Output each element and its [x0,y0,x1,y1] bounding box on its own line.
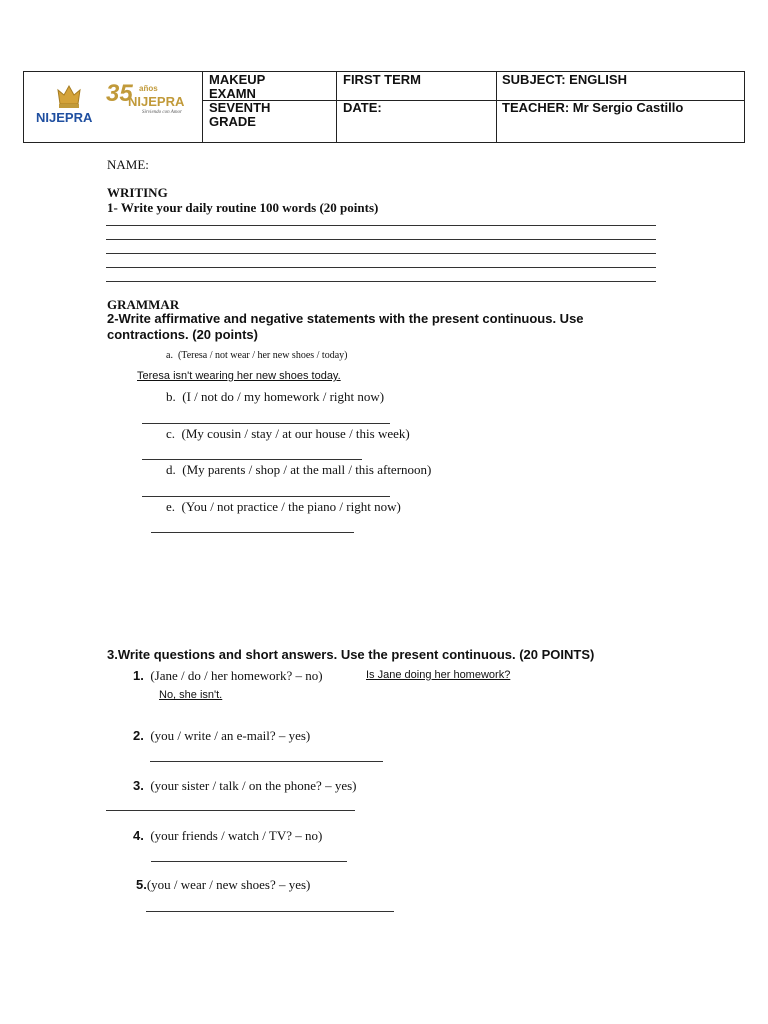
school-name: NIJEPRA [36,110,93,125]
exam-header-table [23,71,745,143]
name-label: NAME: [107,157,149,172]
grammar-item-d: d. (My parents / shop / at the mall / this afternoon) [166,462,432,477]
question-item-2: 2. (you / write / an e-mail? – yes) [133,728,311,743]
crown-icon [34,80,104,110]
anniversary-logo [106,80,198,135]
question-item-4: 4. (your friends / watch / TV? – no) [133,828,323,843]
anniversary-motto: Sirviendo con Amor [142,110,182,115]
grammar-heading: GRAMMAR [107,297,180,312]
answer-line[interactable] [106,281,656,282]
answer-line[interactable] [106,253,656,254]
grammar-instruction: 2-Write affirmative and negative statements with the present continuous. Use [107,311,584,326]
anniversary-name: NIJEPRA [128,94,185,109]
writing-instruction: 1- Write your daily routine 100 words (20 points) [107,200,379,215]
answer-line[interactable] [106,810,355,811]
answer-line[interactable] [142,459,362,460]
header-divider [202,72,203,142]
writing-heading: WRITING [107,185,168,200]
grade: SEVENTH GRADE [209,100,271,129]
subject: SUBJECT: ENGLISH [502,72,627,87]
teacher: TEACHER: Mr Sergio Castillo [502,100,684,115]
grammar-item-b: b. (I / not do / my homework / right now) [166,389,385,404]
answer-line[interactable] [106,225,656,226]
answer-line[interactable] [146,911,394,912]
answer-line[interactable] [142,423,390,424]
anniversary-years: años [139,84,158,93]
question-item-3: 3. (your sister / talk / on the phone? – yes) [133,778,357,793]
date-label: DATE: [343,100,382,115]
questions-instruction: 3.Write questions and short answers. Use the present continuous. (20 POINTS) [107,647,595,662]
anniversary-number: 35 [106,80,133,107]
header-divider [336,72,337,142]
answer-line[interactable] [142,496,390,497]
grammar-item-e: e. (You / not practice / the piano / right now) [166,499,401,514]
grammar-item-c: c. (My cousin / stay / at our house / this week) [166,426,410,441]
exam-type: MAKEUP EXAMN [209,72,266,101]
grammar-instruction: contractions. (20 points) [107,327,258,342]
answer-line[interactable] [151,861,347,862]
answer-line[interactable] [106,267,656,268]
answer-line[interactable] [151,532,354,533]
example-answer: Is Jane doing her homework? [366,669,511,681]
question-item-5: 5.(you / wear / new shoes? – yes) [136,877,311,892]
term: FIRST TERM [343,72,421,87]
example-answer: Teresa isn't wearing her new shoes today. [137,370,341,382]
answer-line[interactable] [150,761,383,762]
answer-line[interactable] [106,239,656,240]
question-item-1: 1. (Jane / do / her homework? – no) [133,668,323,683]
grammar-item-a: a. (Teresa / not wear / her new shoes / today) [166,350,348,361]
header-divider [496,72,497,142]
example-answer: No, she isn't. [159,689,223,701]
school-logo [34,80,104,135]
